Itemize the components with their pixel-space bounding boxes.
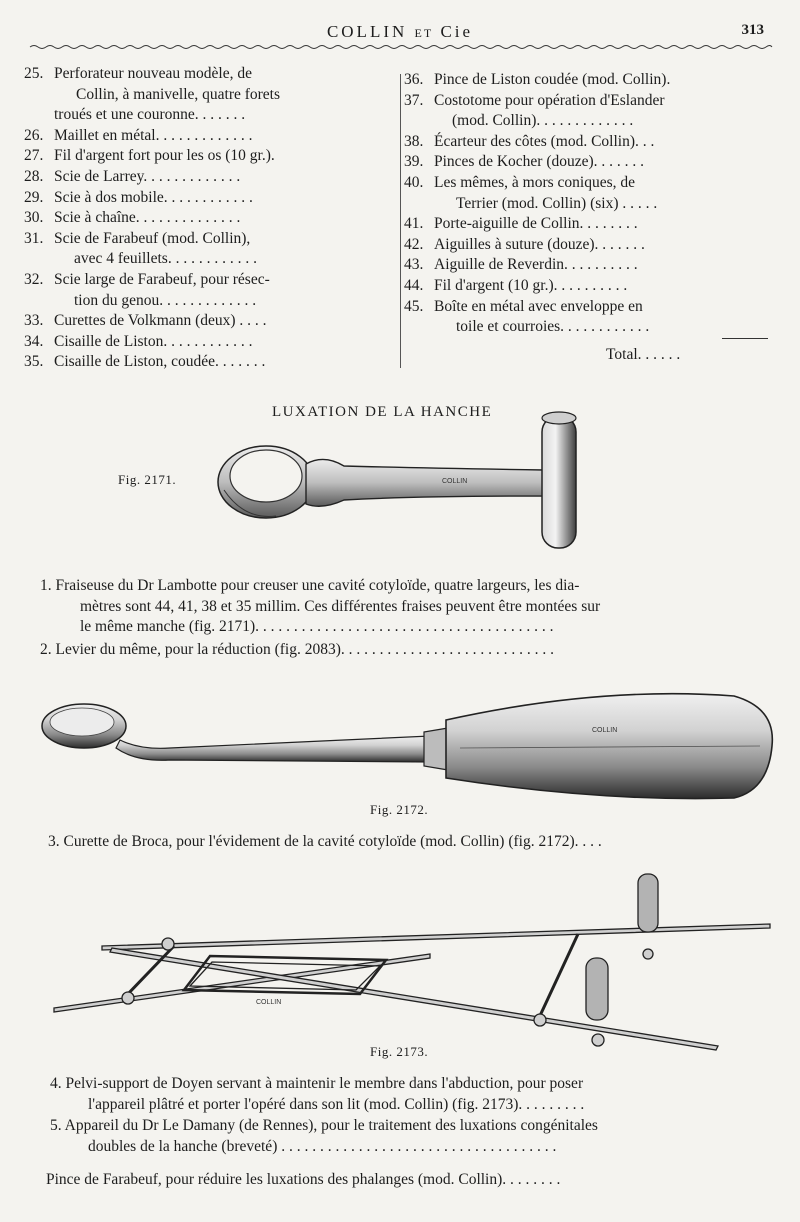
list-item: 29. Scie à dos mobile. . . . . . . . . . . .: [24, 188, 253, 206]
collin-stamp: COLLIN: [442, 478, 468, 485]
right-item-list: [404, 70, 726, 338]
list-item-continuation: Collin, à manivelle, quatre forets: [76, 85, 281, 103]
paragraph-5: 5. Appareil du Dr Le Damany (de Rennes), pour le traitement des luxations congénitales doubles de la hanche (breveté) . . . . . . . . . . . . . . . . . . . . . . . . . . . . . . . . . . . .: [50, 1117, 598, 1155]
page-header-title: COLLIN ET Cie: [326, 22, 474, 41]
list-item: 26. Maillet en métal. . . . . . . . . . . . .: [24, 126, 253, 144]
paragraph-6: Pince de Farabeuf, pour réduire les luxations des phalanges (mod. Collin). . . . . . . .: [46, 1171, 561, 1188]
figure-caption-2171: Fig. 2171.: [118, 472, 177, 487]
column-divider: [400, 74, 401, 368]
list-item: 42. Aiguilles à suture (douze). . . . . . .: [404, 235, 645, 253]
list-item: 41. Porte-aiguille de Collin. . . . . . . .: [404, 215, 638, 233]
list-item: 38. Écarteur des côtes (mod. Collin). . .: [404, 132, 655, 150]
list-item-continuation: toile et courroies. . . . . . . . . . . .: [456, 318, 650, 336]
paragraph-2: 2. Levier du même, pour la réduction (fig. 2083). . . . . . . . . . . . . . . . . . . . . . . . . . . .: [40, 641, 554, 658]
list-item-continuation: troués et une couronne. . . . . . .: [54, 106, 246, 124]
list-item: 31. Scie de Farabeuf (mod. Collin),: [24, 229, 251, 247]
list-item: 35. Cisaille de Liston, coudée. . . . . . .: [24, 353, 266, 371]
list-item: 30. Scie à chaîne. . . . . . . . . . . . . .: [24, 209, 241, 227]
list-item: 40. Les mêmes, à mors coniques, de: [404, 173, 636, 191]
figure-caption-2173: Fig. 2173.: [370, 1044, 429, 1059]
pelvi-support-illustration: [50, 870, 774, 1050]
list-item: 34. Cisaille de Liston. . . . . . . . . . . .: [24, 332, 253, 350]
header-wavy-rule: [30, 44, 772, 50]
collin-stamp: COLLIN: [592, 727, 618, 734]
total-label: Total. . . . . .: [606, 346, 681, 363]
collin-stamp: COLLIN: [256, 999, 282, 1006]
list-item: 39. Pinces de Kocher (douze). . . . . . .: [404, 153, 645, 171]
list-item: 44. Fil d'argent (10 gr.). . . . . . . . . .: [404, 276, 628, 294]
list-item: 33. Curettes de Volkmann (deux) . . . .: [24, 312, 267, 330]
figure-caption-2172: Fig. 2172.: [370, 802, 429, 817]
list-item: 25. Perforateur nouveau modèle, de: [24, 65, 252, 82]
section-title: LUXATION DE LA HANCHE: [272, 404, 493, 420]
left-item-list: [24, 64, 342, 373]
list-item-continuation: Terrier (mod. Collin) (six) . . . . .: [456, 194, 658, 212]
total-rule: [722, 338, 768, 339]
list-item: 43. Aiguille de Reverdin. . . . . . . . . .: [404, 256, 638, 274]
page-number: 313: [741, 22, 764, 38]
list-item-continuation: (mod. Collin). . . . . . . . . . . . .: [452, 112, 634, 130]
list-item-continuation: avec 4 feuillets. . . . . . . . . . . .: [74, 250, 257, 268]
list-item: 27. Fil d'argent fort pour les os (10 gr.).: [24, 147, 275, 165]
paragraph-4: 4. Pelvi-support de Doyen servant à maintenir le membre dans l'abduction, pour poser l'appareil plâtré et porter l'opéré dans son lit (mod. Collin) (fig. 2173). . . . . . . . .: [50, 1075, 585, 1113]
list-item: 28. Scie de Larrey. . . . . . . . . . . . .: [24, 167, 241, 185]
list-item-continuation: tion du genou. . . . . . . . . . . . .: [74, 291, 257, 309]
curette-illustration: [40, 690, 774, 800]
list-item: 32. Scie large de Farabeuf, pour résec-: [24, 270, 270, 288]
paragraph-1: 1. Fraiseuse du Dr Lambotte pour creuser une cavité cotyloïde, quatre largeurs, les dia- mètres sont 44, 41, 38 et 35 millim. Ces différentes fraises peuvent être montées sur le même manche (fig. 2171). . . . . . . . . . . . . . . . . . . . . . . . . . . . . . . . . . . . . . .: [40, 577, 601, 635]
fraiseuse-illustration: [214, 408, 586, 556]
list-item: 36. Pince de Liston coudée (mod. Collin).: [404, 71, 671, 88]
list-item: 37. Costotome pour opération d'Eslander: [404, 91, 665, 109]
paragraph-3: 3. Curette de Broca, pour l'évidement de la cavité cotyloïde (mod. Collin) (fig. 2172). . . .: [48, 833, 602, 850]
list-item: 45. Boîte en métal avec enveloppe en: [404, 297, 643, 315]
